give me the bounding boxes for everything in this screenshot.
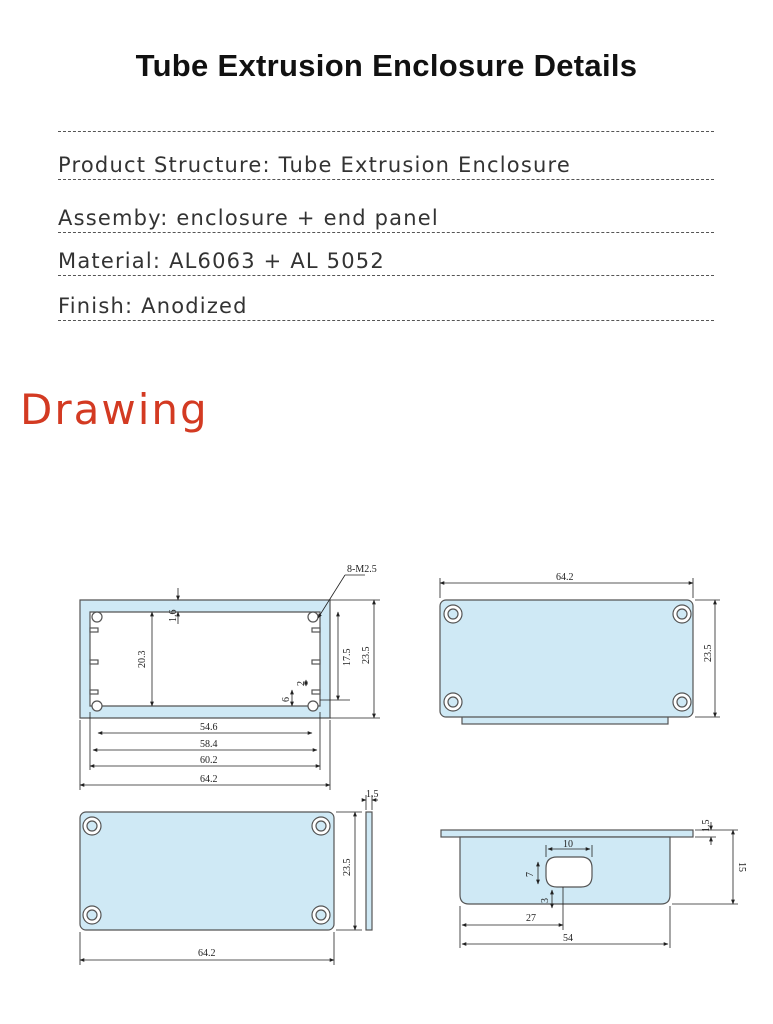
spec-label: Finish bbox=[58, 294, 125, 318]
screw-boss bbox=[92, 612, 102, 622]
spec-value: enclosure + end panel bbox=[176, 206, 439, 230]
mounting-hole bbox=[316, 821, 326, 831]
dim-label: 15 bbox=[736, 862, 747, 872]
drawing-heading: Drawing bbox=[20, 385, 209, 434]
spec-separator: : bbox=[262, 153, 279, 177]
spec-value: AL6063 + AL 5052 bbox=[169, 249, 385, 273]
slot-fin bbox=[312, 660, 320, 664]
extrusion-profile bbox=[80, 600, 330, 718]
end-panel bbox=[440, 600, 693, 717]
dim-label: 6 bbox=[281, 697, 292, 702]
slot-fin bbox=[90, 628, 98, 632]
slot-fin bbox=[312, 628, 320, 632]
callout-label: 8-M2.5 bbox=[347, 564, 377, 575]
end-panel-view bbox=[440, 600, 693, 724]
spec-value: Anodized bbox=[141, 294, 248, 318]
dim-label: 54 bbox=[563, 933, 573, 944]
section-view bbox=[80, 600, 330, 718]
slot-fin bbox=[90, 660, 98, 664]
mounting-hole bbox=[677, 609, 687, 619]
spec-separator: : bbox=[124, 294, 142, 318]
mounting-hole bbox=[87, 821, 97, 831]
dim-label: 1.5 bbox=[701, 819, 712, 832]
screw-boss bbox=[92, 701, 102, 711]
dim-label: 64.2 bbox=[200, 774, 218, 785]
spec-value: Tube Extrusion Enclosure bbox=[278, 153, 571, 177]
slot-fin bbox=[312, 690, 320, 694]
front-panel bbox=[80, 812, 334, 930]
spec-label: Product Structure bbox=[58, 153, 263, 177]
dim-label: 1.6 bbox=[168, 609, 179, 622]
panel-side-view bbox=[366, 812, 372, 930]
dim-label: 2 bbox=[296, 681, 307, 686]
screw-boss bbox=[308, 612, 318, 622]
mounting-hole bbox=[316, 910, 326, 920]
dim-label: 54.6 bbox=[200, 722, 218, 733]
page-title: Tube Extrusion Enclosure Details bbox=[135, 48, 638, 83]
dim-label: 23.5 bbox=[361, 646, 372, 664]
dim-label: 7 bbox=[525, 872, 536, 877]
dim-label: 64.2 bbox=[556, 572, 574, 583]
flange bbox=[441, 830, 693, 837]
dim-label: 23.5 bbox=[342, 858, 353, 876]
dim-label: 3 bbox=[540, 898, 551, 903]
dim-label: 17.5 bbox=[342, 648, 353, 666]
connector-cutout bbox=[546, 857, 592, 887]
screw-boss bbox=[308, 701, 318, 711]
mounting-hole bbox=[87, 910, 97, 920]
dim-label: 27 bbox=[526, 913, 536, 924]
spec-separator: : bbox=[160, 206, 177, 230]
spec-label: Assemby bbox=[58, 206, 161, 230]
mounting-hole bbox=[677, 697, 687, 707]
dim-label: 20.3 bbox=[137, 650, 148, 668]
dim-label: 60.2 bbox=[200, 755, 218, 766]
slot-fin bbox=[90, 690, 98, 694]
dim-label: 1.5 bbox=[366, 789, 379, 800]
spec-separator: : bbox=[152, 249, 170, 273]
dim-label: 23.5 bbox=[703, 644, 714, 662]
front-panel-view bbox=[80, 812, 372, 930]
dim-label: 58.4 bbox=[200, 739, 218, 750]
spec-label: Material bbox=[58, 249, 153, 273]
mounting-hole bbox=[448, 697, 458, 707]
mounting-hole bbox=[448, 609, 458, 619]
dim-label: 10 bbox=[563, 839, 573, 850]
dim-label: 64.2 bbox=[198, 948, 216, 959]
